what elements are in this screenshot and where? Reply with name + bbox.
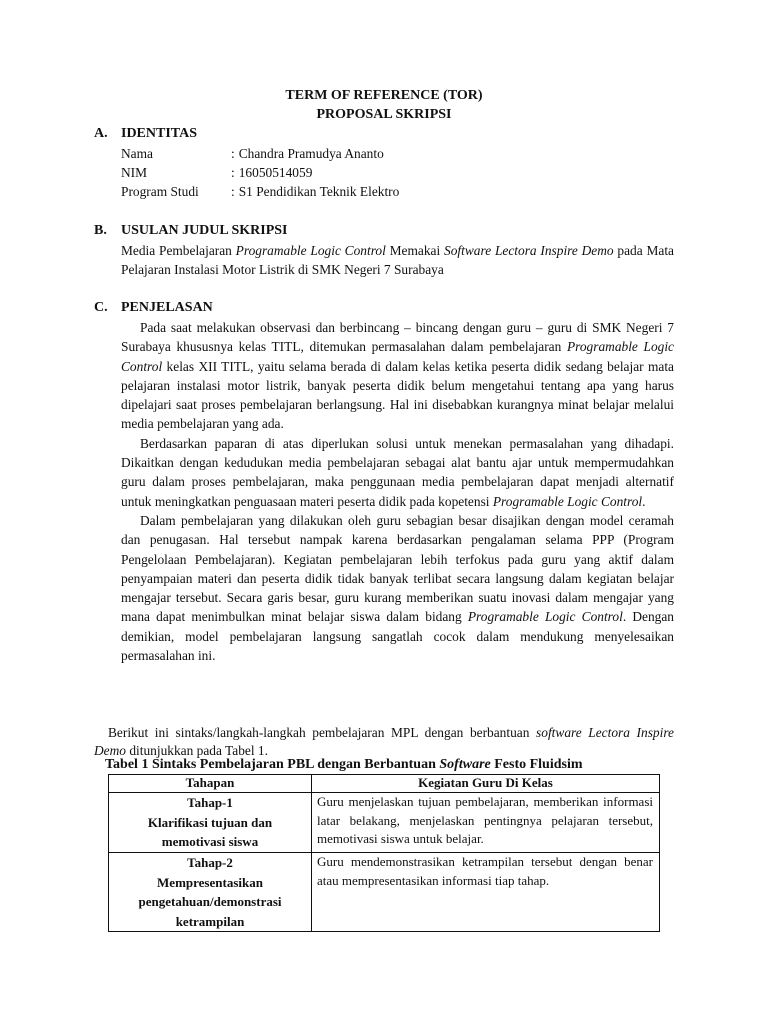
tahap-line: Tahap-2 (187, 855, 233, 870)
section-b-heading: USULAN JUDUL SKRIPSI (121, 223, 288, 238)
table-row (109, 853, 660, 932)
section-c-heading: PENJELASAN (121, 300, 213, 315)
table-header-row (109, 775, 660, 793)
doc-subtitle: PROPOSAL SKRIPSI (316, 107, 452, 122)
section-a-letter: A. (94, 126, 108, 141)
tahap-cell (109, 853, 312, 932)
proposed-title (121, 241, 674, 280)
kegiatan-cell: Guru menjelaskan tujuan pembelajaran, memberikan informasi latar belakang, menjelaskan pentingnya pelajaran tersebut, memotivasi siswa untuk belajar. (312, 793, 660, 853)
section-a-heading: IDENTITAS (121, 126, 197, 141)
text-run: Media Pembelajaran (121, 243, 236, 258)
text-run-italic: software Lectora Inspire Demo (94, 725, 674, 758)
text-run: Tabel 1 Sintaks Pembelajaran PBL dengan Berbantuan (105, 757, 440, 772)
column-header-tahapan: Tahapan (109, 775, 312, 793)
text-run-italic: Programable Logic Control (492, 493, 643, 509)
text-run-italic: Programable Logic Control (235, 243, 386, 258)
text-run: pada Mata Pelajaran Instalasi Motor Listrik di SMK Negeri 7 Surabaya (121, 243, 674, 278)
text-run: . (642, 493, 646, 509)
field-value-prodi: : S1 Pendidikan Teknik Elektro (231, 184, 400, 199)
doc-title: TERM OF REFERENCE (TOR) (285, 88, 483, 103)
field-label-nim: NIM (121, 165, 148, 180)
text-run: Dalam pembelajaran yang dilakukan oleh guru sebagian besar disajikan dengan model ceramah dan penugasan. Hal tersebut nampak karena berdasarkan pengalaman selama PPP (Program Pengelolaan Pembelajaran). Kegiatan pembelajaran lebih terfokus pada guru yang aktif dalam penyampaian materi dan peserta didik tidak banyak terlibat secara langsung dalam kegiatan belajar mengajar tersebut. Secara garis besar, guru kurang memberikan suatu inovasi dalam mengajar yang mana dapat menimbulkan minat belajar siswa dalam bidang (121, 512, 674, 625)
column-header-kegiatan: Kegiatan Guru Di Kelas (312, 775, 660, 793)
explanation-body (121, 318, 674, 665)
explanation-paragraph-3 (121, 511, 674, 665)
field-label-prodi: Program Studi (121, 184, 199, 199)
tahap-line: Mempresentasikan (157, 874, 263, 890)
text-run: Memakai (385, 243, 445, 258)
tahap-line: Tahap-1 (187, 795, 233, 810)
explanation-paragraph-2 (121, 434, 674, 511)
tahap-line: pengetahuan/demonstrasi (138, 894, 282, 909)
section-b-letter: B. (94, 223, 107, 238)
text-run: . Dengan demikian, model pembelajaran langsung sangatlah cocok dalam mendukung menyelesaikan permasalahan ini. (121, 609, 674, 664)
text-run: kelas XII TITL, yaitu selama berada di dalam kelas ketika peserta didik sedang belajar mata pelajaran instalasi motor listrik, banyak peserta didik belum mengetahui tentang apa yang harus dipelajari saat proses pembelajaran berlangsung. Hal ini disebabkan kurangnya minat belajar melalui media pembelajaran yang ada. (121, 358, 674, 432)
text-run-italic: Programable Logic Control (467, 609, 623, 625)
text-run: Berikut ini sintaks/langkah-langkah pembelajaran MPL dengan berbantuan (108, 725, 537, 740)
field-value-nim: : 16050514059 (231, 165, 313, 180)
tahap-line: Klarifikasi tujuan dan (147, 814, 273, 830)
tahap-line: ketrampilan (175, 913, 245, 929)
explanation-paragraph-1 (121, 318, 674, 434)
tahap-line: memotivasi siswa (161, 834, 259, 849)
table-intro (94, 724, 674, 760)
field-label-nama: Nama (121, 146, 153, 161)
field-value-nim-text: 16050514059 (238, 165, 313, 180)
text-run: Festo Fluidsim (490, 757, 583, 772)
tahap-cell (109, 793, 312, 853)
syntax-table (108, 774, 660, 932)
text-run-italic: Software Lectora Inspire Demo (444, 243, 614, 258)
field-value-nama: : Chandra Pramudya Ananto (231, 146, 384, 161)
text-run-italic: Programable Logic Control (121, 339, 674, 374)
text-run-italic: Software (439, 757, 491, 772)
table-row (109, 793, 660, 853)
text-run: Berdasarkan paparan di atas diperlukan solusi untuk menekan permasalahan yang dihadapi. Dikaitkan dengan kedudukan media pembelajaran sebagai alat bantu ajar untuk mempermudahkan guru dalam proses pembelajaran, maka penggunaan media pembelajaran dapat menjadi alternatif untuk meningkatkan penguasaan materi peserta didik pada kopetensi (121, 435, 674, 509)
field-value-prodi-text: S1 Pendidikan Teknik Elektro (238, 184, 400, 199)
section-c-letter: C. (94, 300, 108, 315)
text-run: ditunjukkan pada Tabel 1. (125, 743, 268, 758)
text-run: Pada saat melakukan observasi dan berbincang – bincang dengan guru – guru di SMK Negeri 7 Surabaya khususnya kelas TITL, ditemukan permasalahan dalam pembelajaran (121, 320, 674, 355)
table-caption (105, 757, 583, 773)
kegiatan-cell: Guru mendemonstrasikan ketrampilan tersebut dengan benar atau mempresentasikan informasi tiap tahap. (312, 853, 660, 932)
proposed-title-text (121, 241, 674, 280)
field-value-nama-text: Chandra Pramudya Ananto (238, 146, 384, 161)
